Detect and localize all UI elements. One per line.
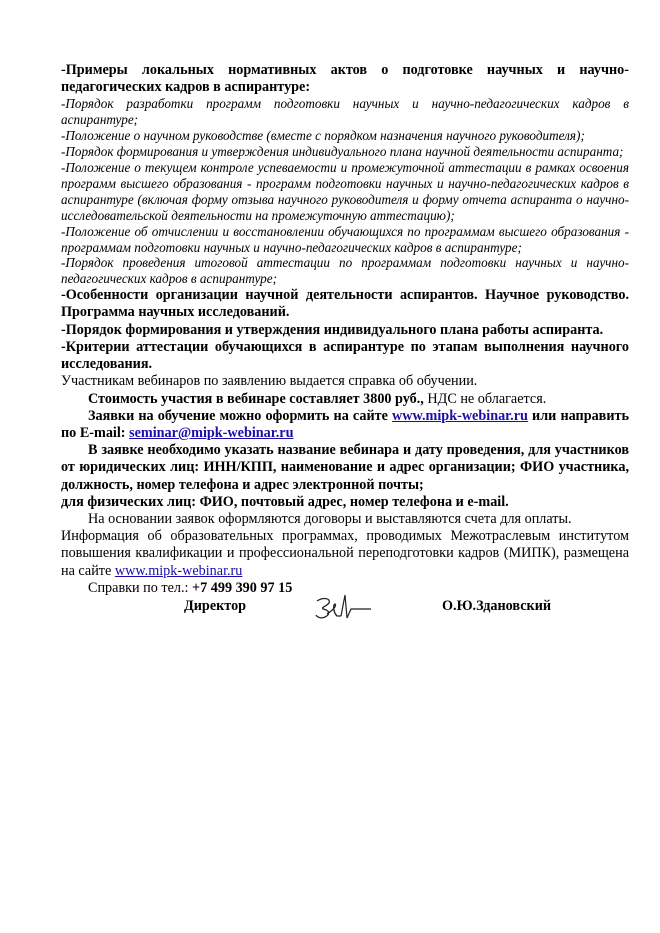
example-item: -Положение об отчислении и восстановлении обучающихся по программам высшего образования - программам подготовки научных и научно-педагогических кадров в аспирантуре; xyxy=(61,223,629,255)
price-normal: НДС не облагается. xyxy=(423,390,547,407)
document-page xyxy=(61,62,629,614)
section-title: -Примеры локальных нормативных актов о подготовке научных и научно-педагогических кадров в аспирантуре: xyxy=(61,62,629,96)
individuals-paragraph: для физических лиц: ФИО, почтовый адрес, номер телефона и e-mail. xyxy=(61,493,509,510)
example-item: -Порядок разработки программ подготовки научных и научно-педагогических кадров в аспирантуре; xyxy=(61,96,629,128)
info-website-link[interactable]: www.mipk-webinar.ru xyxy=(114,562,243,579)
topic-item: -Порядок формирования и утверждения индивидуального плана работы аспиранта. xyxy=(61,321,604,338)
example-item: -Порядок формирования и утверждения индивидуального плана научной деятельности аспиранта; xyxy=(61,144,624,160)
application-text-1: Заявки на обучение можно оформить на сайте xyxy=(88,407,393,424)
example-item: -Порядок проведения итоговой аттестации по программам подготовки научных и научно-педагогических кадров в аспирантуре; xyxy=(61,255,629,287)
example-item: -Положение о текущем контроле успеваемости и промежуточной аттестации в рамках освоения программ высшего образования - программ подготовки научных и научно-педагогических кадров в аспирантуре (включая форму отзыва научного руководителя и форму отчета аспиранта о научно-исследовательской деятельности на промежуточную аттестацию); xyxy=(61,160,629,223)
website-link[interactable]: www.mipk-webinar.ru xyxy=(392,407,528,424)
handwritten-signature xyxy=(311,592,381,622)
topic-item: -Критерии аттестации обучающихся в аспирантуре по этапам выполнения научного исследования. xyxy=(61,338,629,373)
example-item: -Положение о научном руководстве (вместе с порядком назначения научного руководителя); xyxy=(61,128,585,144)
info-paragraph xyxy=(61,528,629,580)
application-text-2: или направить по E-mail: xyxy=(61,407,629,441)
director-title: Директор xyxy=(184,598,247,614)
price-bold: Стоимость участия в вебинаре составляет 3800 руб., xyxy=(88,390,424,407)
phone-number: +7 499 390 97 15 xyxy=(192,579,293,596)
topic-item: -Особенности организации научной деятельности аспирантов. Научное руководство. Программа научных исследований. xyxy=(61,287,629,321)
requirements-paragraph: В заявке необходимо указать название вебинара и дату проведения, для участников от юридических лиц: ИНН/КПП, наименование и адрес организации; ФИО участника, должность, номер телефона и адрес электронной почты; xyxy=(61,442,629,493)
director-name: О.Ю.Здановский xyxy=(442,598,552,614)
price-paragraph xyxy=(61,391,629,408)
contracts-note: На основании заявок оформляются договоры и выставляются счета для оплаты. xyxy=(88,510,572,527)
application-paragraph xyxy=(61,408,629,442)
certificate-note: Участникам вебинаров по заявлению выдается справка об обучении. xyxy=(61,373,478,390)
info-text: Информация об образовательных программах, проводимых Межотраслевым институтом повышения квалификации и профессиональной переподготовки кадров (МИПК), размещена на сайте xyxy=(61,528,629,579)
signature-row xyxy=(61,592,629,622)
email-link[interactable]: seminar@mipk-webinar.ru xyxy=(129,424,294,441)
phone-label: Справки по тел.: xyxy=(88,579,193,596)
